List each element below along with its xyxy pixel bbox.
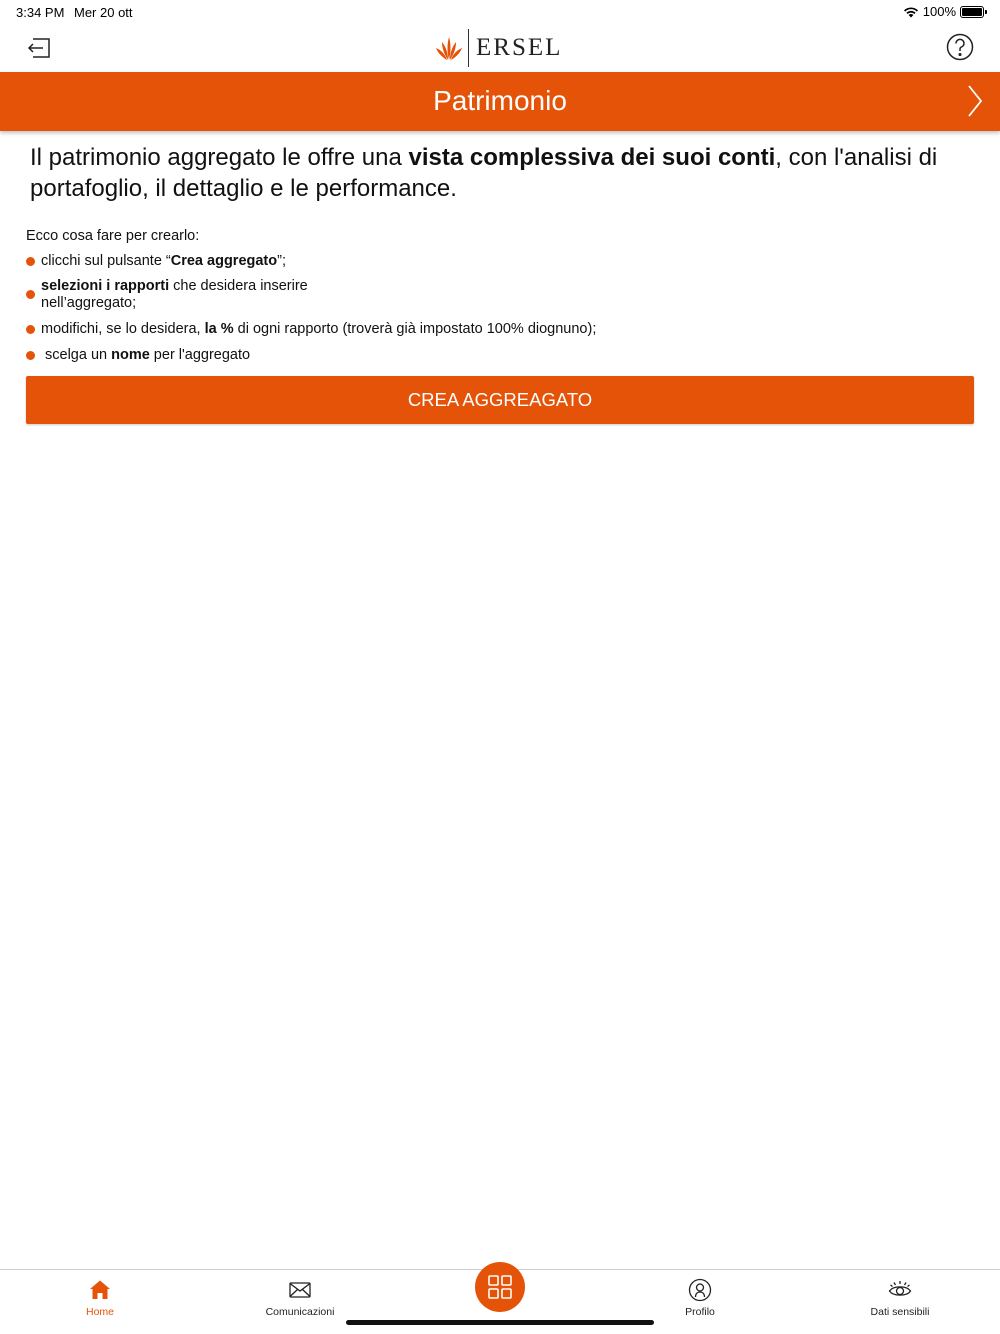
status-date: Mer 20 ott xyxy=(74,5,133,20)
mail-icon xyxy=(288,1278,312,1302)
battery-icon xyxy=(960,6,984,18)
step-text-bold: la % xyxy=(204,321,234,337)
intro-text-part-2: , con l'analisi di portafoglio, il dettaglio e le performance. xyxy=(30,144,938,202)
eye-icon xyxy=(888,1278,912,1302)
status-time: 3:34 PM xyxy=(16,5,65,20)
bullet-dot xyxy=(26,351,35,360)
bullet-dot xyxy=(26,325,35,334)
step-text: modifichi, se lo desidera, xyxy=(41,321,205,337)
step-text: clicchi sul pulsante “ xyxy=(41,253,171,269)
wifi-icon xyxy=(903,6,919,18)
step-text: che desidera inserire nell’aggregato; xyxy=(41,278,308,311)
top-navigation xyxy=(0,24,1000,72)
step-text: scelga un xyxy=(45,347,112,363)
tab-profilo-label: Profilo xyxy=(685,1306,715,1318)
logout-icon xyxy=(26,34,54,62)
intro-text-part-1: Il patrimonio aggregato le offre una xyxy=(30,144,409,171)
step-text: per l'aggregato xyxy=(149,347,251,363)
battery-percentage: 100% xyxy=(922,4,956,19)
bullet-dot xyxy=(26,257,35,266)
tab-home[interactable] xyxy=(30,1278,170,1318)
list-item xyxy=(26,253,726,270)
steps-heading: Ecco cosa fare per crearlo: xyxy=(26,228,200,244)
step-text: ”; xyxy=(277,253,286,269)
intro-text-bold: vista complessiva dei suoi conti xyxy=(408,144,776,171)
tab-profilo[interactable] xyxy=(630,1278,770,1318)
tab-comunicazioni-label: Comunicazioni xyxy=(265,1306,335,1318)
step-text: di ogni rapporto (troverà già impostato 100% diognuno); xyxy=(233,321,597,337)
logo-divider xyxy=(468,29,469,67)
tab-home-label: Home xyxy=(85,1306,114,1318)
create-aggregate-button[interactable]: CREA AGGREAGATO xyxy=(26,376,974,424)
list-item xyxy=(26,321,726,338)
step-text-bold: nome xyxy=(111,347,150,363)
step-text-bold: selezioni i rapporti xyxy=(41,278,170,294)
page-title: Patrimonio xyxy=(433,85,567,116)
status-bar xyxy=(0,0,1000,24)
brand-name: ERSEL xyxy=(476,34,563,61)
intro-text xyxy=(30,142,980,204)
list-item xyxy=(26,278,326,312)
home-icon xyxy=(88,1278,112,1302)
next-section-button[interactable] xyxy=(966,84,984,118)
chevron-right-icon xyxy=(966,84,984,118)
help-button[interactable] xyxy=(946,33,974,61)
page-header xyxy=(0,72,1000,131)
grid-icon xyxy=(487,1274,513,1300)
leaf-logo-icon xyxy=(436,34,462,62)
user-icon xyxy=(688,1278,712,1302)
tab-comunicazioni[interactable] xyxy=(230,1278,370,1318)
home-indicator xyxy=(346,1320,654,1325)
list-item xyxy=(26,347,726,364)
tab-dati-sensibili[interactable] xyxy=(830,1278,970,1318)
menu-button[interactable] xyxy=(475,1262,525,1312)
logout-button[interactable] xyxy=(26,34,54,62)
ersel-logo xyxy=(436,28,562,68)
help-icon xyxy=(946,33,974,61)
step-text-bold: Crea aggregato xyxy=(170,253,278,269)
bullet-dot xyxy=(26,290,35,299)
status-indicators xyxy=(903,4,984,19)
tab-dati-sensibili-label: Dati sensibili xyxy=(870,1306,930,1318)
